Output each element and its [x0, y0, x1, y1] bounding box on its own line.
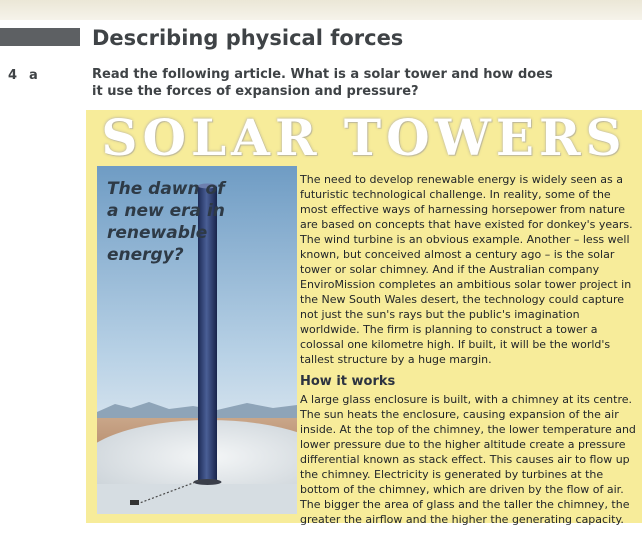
- article-title: SOLAR TOWERS: [101, 110, 627, 166]
- article-body: [300, 172, 636, 527]
- exercise-number: 4: [8, 68, 18, 83]
- solar-tower-illustration: [97, 166, 297, 514]
- article-paragraph-intro: The need to develop renewable energy is widely seen as a futuristic technological challenge. In reality, some of the most effective ways of harnessing horsepower from nature are based on concepts that have existed for donkey's years. The wind turbine is an obvious example. Another – less well known, but conceived almost a century ago – is the solar tower or solar chimney. And if the Australian company EnviroMission completes an ambitious solar tower project in the New South Wales desert, the technology could capture not just the sun's rays but the public's imagination worldwide. The firm is planning to construct a tower a colossal one kilometre high. If built, it will be the world's tallest structure by a huge margin.: [300, 173, 633, 366]
- section-marker-bar: [0, 28, 80, 46]
- article-panel: [86, 110, 642, 526]
- article-subheading: How it works: [300, 374, 396, 389]
- exercise-letter: a: [29, 68, 38, 83]
- top-page-band: [0, 0, 642, 20]
- article-paragraph-how-it-works: A large glass enclosure is built, with a chimney at its centre. The sun heats the enclosure, causing expansion of the air inside. At the top of the chimney, the lower temperature and lower pressure due to the higher altitude create a pressure differential known as stack effect. This causes air to flow up the chimney. Electricity is generated by turbines at the bottom of the chimney, which are driven by the flow of air. The bigger the area of glass and the taller the chimney, the greater the airflow and the higher the generating capacity.: [300, 393, 636, 526]
- exercise-instruction: Read the following article. What is a solar tower and how does it use the forces of expansion and pressure?: [92, 67, 553, 99]
- section-title: Describing physical forces: [92, 26, 404, 50]
- article-tagline: The dawn of a new era in renewable energy?: [107, 179, 225, 265]
